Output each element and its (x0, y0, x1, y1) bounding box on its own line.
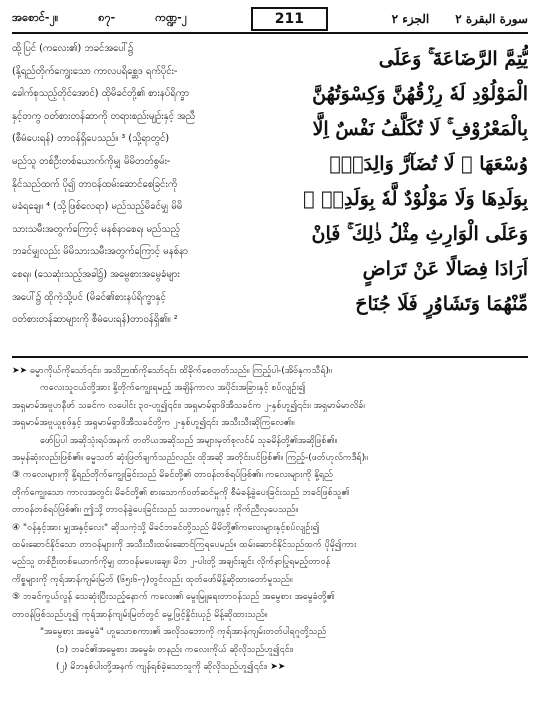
section-label: အစောင်-၂။ (12, 11, 59, 24)
verse-ref: ၈၇- (98, 11, 116, 24)
footnote-line: အမှန်ဆုံးလည်းဖြစ်၏။ ဓမ္မသတ် ဆုံးဖြတ်ချက်သည်လည်း ထိုအဆို အတိုင်းပင်ဖြစ်၏။ ကြည့်-(ဖတ်ဟုလ်ကဒီရ်)။ (12, 453, 368, 464)
arabic-line: بِالْمَعْرُوْفِ ۚ لَا تُكَلَّفُ نَفْسٌ اِلَّا (312, 118, 528, 140)
footnote-line: (၂) မိဘနှစ်ပါးတို့အနက် ကျန်ရစ်ခဲ့သောသူကို ဆိုလိုသည်ဟူ၍၎င်း၊ ➤➤ (56, 661, 286, 672)
footnote-line: ③ ကလေးများကို နို့ရည်တိုက်ကျွေးခြင်းသည် မိခင်တို့၏ တာဝန်တစ်ရပ်ဖြစ်၏။ ကလေးများကို နို့ရည် (12, 470, 333, 481)
header-right (392, 12, 528, 26)
translation-line: သားသမီးအတွက်ကြောင့် မနစ်နာစေရ၊ မည်သည့် (12, 223, 180, 235)
translation-line: (နို့ရည်တိုက်ကျွေးသော ကာလပရိစ္ဆေဒ ရက်ပိုင်း- (12, 65, 178, 77)
page-number: 211 (251, 7, 328, 31)
translation-line: နိုင်သည်ထက် ပို၍ တာဝန်ထမ်းဆောင်စေခြင်းကို (12, 178, 178, 190)
arabic-line: مِّنْهُمَا وَتَشَاوُرٍ فَلَا جُنَاحَ (355, 293, 528, 315)
footnote-line: ကလေးသူငယ်တို့အား နို့တိုက်ကျွေးရမည့် အချိန်ကာလ အပိုင်းအခြားနှင့် စပ်လျဉ်း၍ (40, 383, 306, 394)
footnote-line: အရှမာမ်အဗူဟနီဖာ် သခင်က လပေါင်း ၃၀-ဟူ၍၎င်း၊ အရှမာမ်ရှာဖိအီသခင်က ၂-နှစ်ဟူ၍၎င်း၊ အရှမာမ်မာလိခ်၊ (12, 400, 365, 411)
footnote-line: အရှမာမ်အဗူယူစုဖ်နှင့် အရှမာမ်ရှာဖိအီသခင်တို့က ၂-နှစ်ဟူ၍၎င်း အသီးသီးဆိုကြလေ၏။ (12, 418, 295, 429)
footnote-line: (၁) ဘခင်၏အမွေစား အမွေခံ၊ တနည်း ကလေးကိုယ် ဆိုလိုသည်ဟူ၍၎င်း၊ (56, 644, 294, 655)
footnote-line: ထမ်းဆောင်နိုင်သော တာဝန်များကို အသီးသီးထမ်းဆောင်ကြရပေမည်။ ထမ်းဆောင်နိုင်သည်ထက် ပိုမို၍ကား (12, 540, 357, 551)
translation-line: ခေါက်စုသည့်တိုင်အောင်) ထိုမိခင်တို့၏ စားနပ်ရိက္ခာ (12, 88, 190, 100)
footnote-line: မည်သူ တစ်ဦးတစ်ယောက်ကိုမျှ တာဝန်မပေးချေ။ မိဘ ၂-ပါးတို့ အချင်းချင်း လိုက်နာပြုရမည့်တာဝန် (12, 557, 331, 568)
arabic-line: وُسْعَهَا ۚ لَا تُضَآرَّ وَالِدَةٌۢ (329, 153, 528, 175)
verse-section (12, 38, 528, 358)
translation-line: ထို့ပြင် (ကလေး၏) ဘခင်အပေါ်၌ (12, 43, 134, 54)
footnote-line: ④ "ဝန်နှင့်အား မျှအနှင့်လေး" ဆိုသကဲ့သို့ မိခင်ဘခင်တို့သည် မိမိတို့၏ကလေးများနှင့်စပ်လျဉ်း၍ (12, 522, 320, 533)
arabic-line: بِوَلَدِهَا وَلَا مَوْلُوْدٌ لَّهٗ بِوَلَدِهٖ ۚ (303, 188, 528, 210)
translation-line: နှင့်တကွ ဝတ်စားတန်ဆာကို တရားစည်းမျဉ်းနှင့် အညီ (12, 110, 196, 122)
footnotes (12, 363, 528, 676)
arabic-line: يُّتِمَّ الرَّضَاعَةَ ۚ وَعَلَى (378, 48, 528, 70)
translation-line: မခံရချေ။ ⁴ (သို့ဖြစ်လေရာ) မည်သည့်မိခင်မျှ မိမိ (12, 201, 183, 213)
arabic-line: وَعَلَى الْوَارِثِ مِثْلُ ذٰلِكَ ۚ فَاِنْ (311, 223, 528, 245)
chapter-label: ကဏ္ဍ-၂ (155, 11, 188, 24)
arabic-verse (276, 38, 528, 356)
translation-line: ဘခင်မျှလည်း မိမိသားသမီးအတွက်ကြောင့် မနစ်နာ (12, 246, 188, 258)
translation-line: အပေါ်၌ ထိုကဲ့သို့ပင် (မိခင်၏စားနပ်ရိက္ခာနှင့် (12, 291, 166, 303)
translation-line: စေရ။ (သေဆုံးသည့်အခါ၌) အမွေစားအမွေခံများ (12, 268, 180, 280)
footnote-line: ➤➤ ဓမ္မာကိုယ်ကိုသော်၎င်း၊ အသိဉာဏ်ကိုသော်၎င်း ထိခိုက်စေတတ်သည်။ ကြည့်ပါ-(အိဗ်နုကသီရ်)။ (12, 366, 332, 376)
header-left (12, 11, 187, 27)
footnote-line: တိုက်ကျွေးသော ကာလအတွင်း မိခင်တို့၏ စားသောက်ဝတ်ဆင်မှုကို စီမံခန့်ခွဲပေးခြင်းသည် ဘခင်ဖြစ်သူ၏ (12, 487, 350, 498)
translation-line: ဝတ်စားတန်ဆာများကို စီမံပေးရန်)တာဝန်ရှိ၏။ ² (12, 314, 178, 326)
page-header (12, 6, 528, 34)
footnote-line: တာဝန်ဖြစ်သည်ဟူ၍ ကုရ်အာန်ကျမ်းမြတ်တွင် မွေ့ဖြင့်နှိုင်းယှဉ် မိန့်ဆိုထားသည်။ (12, 609, 268, 620)
footnote-line: ကိစ္စများကို ကုရ်အာန်ကျမ်းမြတ် (၆၅း၆-၇)တွင်လည်း ထုတ်ဖော်မိန့်ဆိုထားတော်မူသည်။ (12, 574, 293, 585)
footnote-line: ဖော်ပြပါ အဆိုသုံးရပ်အနက် တတိယအဆိုသည် အများမှတ်စုလင်မ် သုခမိန်တို့၏အဆိုဖြစ်၏။ (40, 435, 338, 446)
surah-name: سورة البقرة ٢ (455, 12, 528, 26)
footnote-line: ⑤ ဘခင်ကွယ်လွန် သေဆုံးပြီးသည့်နောက် ကလေး၏ မွေးမြူရေးတာဝန်သည် အမွေစား အမွေခံတို့၏ (12, 592, 335, 603)
juz-label: الجزء ٢ (391, 12, 430, 26)
footnote-line: တာဝန်တစ်ရပ်ဖြစ်၏။ ဤသို့ တာဝန်ခွဲပေးခြင်းသည် သဘာဝမကျနှင့် ကိုက်ညီလှပေသည်။ (12, 505, 299, 516)
footnote-line: "အမွေစား အမွေခံ" ဟူသောစကား၏ အလိုသဘောကို ကုရ်အာန်ကျမ်းတတ်ပါရဂူတို့သည် (40, 627, 327, 638)
translation-line: (စီမံပေးရန်) တာဝန်ရှိပေသည်။ ³ (သို့ရာတွင်) (12, 133, 170, 145)
arabic-line: اَرَادَا فِصَالًا عَنْ تَرَاضٍ (362, 258, 528, 280)
arabic-line: الْمَوْلُوْدِ لَهٗ رِزْقُهُنَّ وَكِسْوَتُهُنَّ (312, 83, 528, 105)
translation-line: မည်သူ တစ်ဦးတစ်ယောက်ကိုမျှ မိမိတတ်စွမ်း- (12, 155, 171, 167)
myanmar-translation (12, 38, 260, 356)
